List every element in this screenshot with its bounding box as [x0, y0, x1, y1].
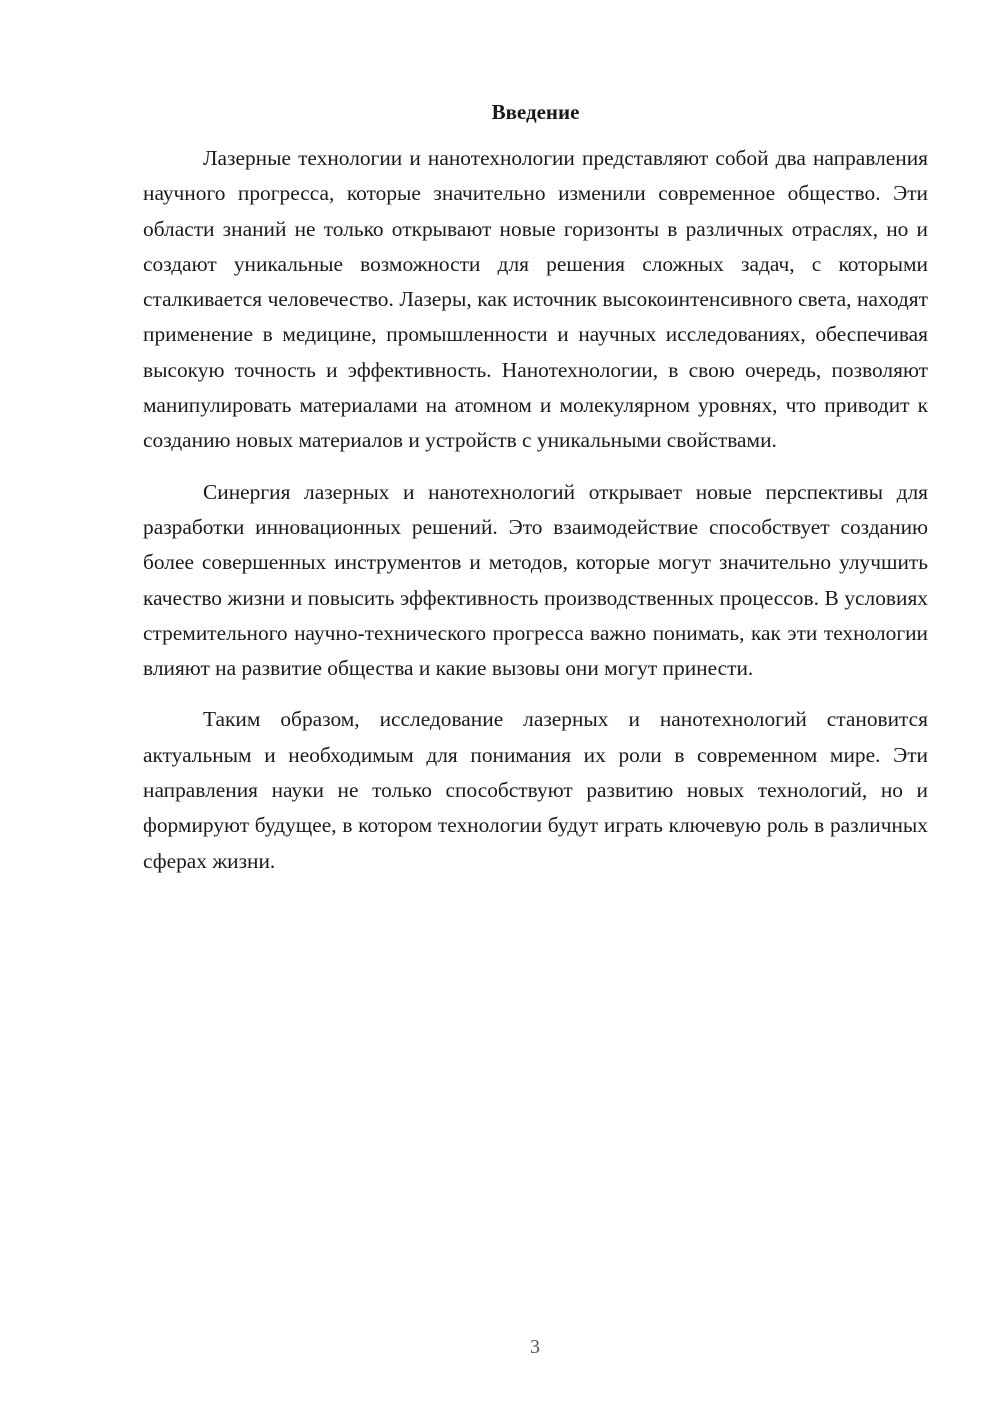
body-text: [143, 141, 928, 879]
page-number: 3: [530, 1336, 540, 1358]
paragraph-3: Таким образом, исследование лазерных и нанотехнологий становится актуальным и необходимым для понимания их роли в современном мире. Эти направления науки не только способствуют развитию новых технологий, но и формируют будущее, в котором технологии будут играть ключевую роль в различных сферах жизни.: [143, 707, 928, 873]
paragraph-2: Синергия лазерных и нанотехнологий открывает новые перспективы для разработки инновационных решений. Это взаимодействие способствует созданию более совершенных инструментов и методов, которые могут значительно улучшить качество жизни и повысить эффективность производственных процессов. В условиях стремительного научно-технического прогресса важно понимать, как эти технологии влияют на развитие общества и какие вызовы они могут принести.: [143, 479, 928, 681]
section-heading: Введение: [491, 100, 580, 124]
paragraph-1: Лазерные технологии и нанотехнологии представляют собой два направления научного прогресса, которые значительно изменили современное общество. Эти области знаний не только открывают новые горизонты в различных отраслях, но и создают уникальные возможности для решения сложных задач, с которыми сталкивается человечество. Лазеры, как источник высокоинтенсивного света, находят применение в медицине, промышленности и научных исследованиях, обеспечивая высокую точность и эффективность. Нанотехнологии, в свою очередь, позволяют манипулировать материалами на атомном и молекулярном уровнях, что приводит к созданию новых материалов и устройств с уникальными свойствами.: [143, 146, 928, 453]
